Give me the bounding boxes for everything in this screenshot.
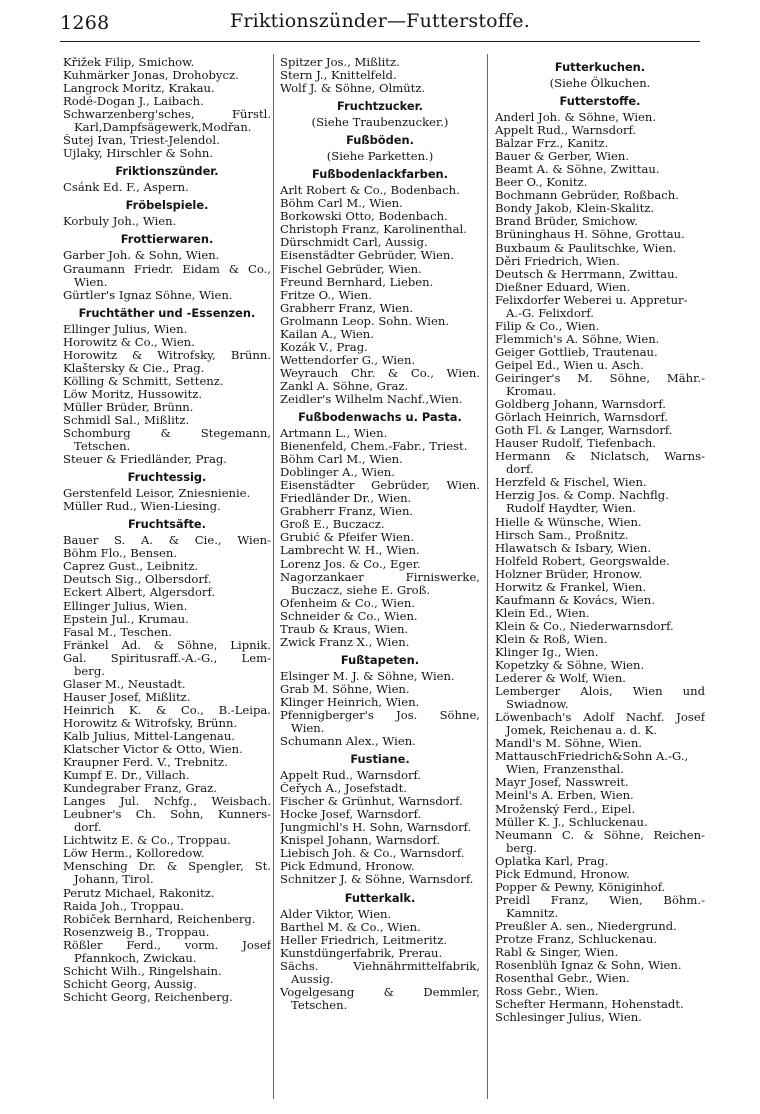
directory-entry: Rosenthal Gebr., Wien. bbox=[495, 972, 630, 986]
directory-entry: Hielle & Wünsche, Wien. bbox=[495, 515, 642, 529]
directory-entry: Schicht Georg, Aussig. bbox=[63, 977, 197, 991]
directory-entry: Kaufmann & Kovács, Wien. bbox=[495, 593, 655, 607]
directory-entry: Schefter Hermann, Hohenstadt. bbox=[495, 998, 684, 1012]
cross-reference: (Siehe Parketten.) bbox=[326, 149, 434, 164]
column-divider bbox=[487, 54, 488, 1099]
directory-entry: Beer O., Konitz. bbox=[495, 176, 588, 190]
directory-entry: Böhm Carl M., Wien. bbox=[280, 453, 403, 467]
column-middle bbox=[280, 56, 480, 1012]
category-heading: Fruchtsäfte. bbox=[127, 517, 206, 532]
directory-entry: Klinger Ig., Wien. bbox=[495, 645, 599, 659]
directory-entry: Raida Joh., Troppau. bbox=[63, 899, 184, 913]
directory-entry: Hauser Rudolf, Tiefenbach. bbox=[495, 437, 656, 451]
directory-entry: Traub & Kraus, Wien. bbox=[280, 622, 409, 636]
directory-entry: Rabl & Singer, Wien. bbox=[495, 946, 619, 960]
directory-entry: Arlt Robert & Co., Bodenbach. bbox=[280, 184, 460, 198]
directory-entry: Dießner Eduard, Wien. bbox=[495, 280, 631, 294]
directory-entry: Kuhmärker Jonas, Drohobycz. bbox=[63, 69, 239, 83]
directory-entry: Schomburg & Stegemann, bbox=[63, 427, 271, 441]
directory-entry: Lambrecht W. H., Wien. bbox=[280, 544, 420, 558]
directory-entry: Pfennigberger's Jos. Söhne, bbox=[280, 708, 480, 722]
directory-entry: Lederer & Wolf, Wien. bbox=[495, 672, 626, 686]
directory-entry: Herzig Jos. & Comp. Nachflg. bbox=[495, 489, 669, 503]
directory-entry: Brüninghaus H. Söhne, Grottau. bbox=[495, 228, 685, 242]
directory-entry: Robiček Bernhard, Reichenberg. bbox=[63, 912, 256, 926]
directory-entry: Mroženský Ferd., Eipel. bbox=[495, 802, 636, 816]
directory-entry: Ellinger Julius, Wien. bbox=[63, 599, 188, 613]
directory-entry: Holzner Brüder, Hronow. bbox=[495, 567, 643, 581]
directory-entry: Steuer & Friedländer, Prag. bbox=[63, 453, 227, 467]
directory-entry: Löwenbach's Adolf Nachf. Josef bbox=[495, 711, 705, 725]
category-heading: Fruchtäther und -Essenzen. bbox=[78, 305, 256, 320]
directory-entry: Fränkel Ad. & Söhne, Lipnik. bbox=[63, 638, 271, 652]
directory-entry: Appelt Rud., Warnsdorf. bbox=[280, 769, 422, 783]
directory-entry: Popper & Pewny, Königinhof. bbox=[495, 880, 666, 894]
directory-entry: Kraupner Ferd. V., Trebnitz. bbox=[63, 756, 228, 770]
directory-entry: Mensching Dr. & Spengler, St. bbox=[63, 860, 271, 874]
directory-entry: Graumann Friedr. Eidam & Co., bbox=[63, 262, 271, 276]
directory-entry: Horowitz & Witrofsky, Brünn. bbox=[63, 348, 271, 362]
directory-entry: Glaser M., Neustadt. bbox=[63, 677, 186, 691]
directory-entry: Epstein Jul., Krumau. bbox=[63, 612, 189, 626]
directory-entry: Jungmichl's H. Sohn, Warnsdorf. bbox=[280, 821, 472, 835]
directory-entry: Deutsch Sig., Olbersdorf. bbox=[63, 573, 212, 587]
directory-entry: Mandl's M. Söhne, Wien. bbox=[495, 737, 642, 751]
directory-entry-continuation: Rudolf Haydter, Wien. bbox=[506, 502, 636, 516]
directory-entry: Groß E., Buczacz. bbox=[280, 518, 385, 532]
category-heading: Friktionszünder. bbox=[115, 164, 219, 179]
directory-entry-continuation: dorf. bbox=[506, 463, 534, 477]
directory-entry: Müller Rud., Wien-Liesing. bbox=[63, 500, 221, 514]
directory-entry-continuation: A.-G. Felixdorf. bbox=[506, 306, 594, 320]
directory-entry: Borkowski Otto, Bodenbach. bbox=[280, 210, 448, 224]
directory-entry: Grab M. Söhne, Wien. bbox=[280, 682, 410, 696]
directory-entry: Klinger Heinrich, Wien. bbox=[280, 695, 420, 709]
directory-entry: Hauser Josef, Mißlitz. bbox=[63, 690, 191, 704]
directory-entry: Beamt A. & Söhne, Zwittau. bbox=[495, 163, 660, 177]
directory-entry: Klatscher Victor & Otto, Wien. bbox=[63, 743, 243, 757]
directory-entry-continuation: berg. bbox=[74, 664, 105, 678]
directory-entry: Meinl's A. Erben, Wien. bbox=[495, 789, 634, 803]
directory-entry: Schwarzenberg'sches, Fürstl. bbox=[63, 108, 271, 122]
directory-entry: Děri Friedrich, Wien. bbox=[495, 254, 620, 268]
directory-entry: Lemberger Alois, Wien und bbox=[495, 685, 705, 699]
directory-entry: Grabherr Franz, Wien. bbox=[280, 505, 414, 519]
cross-reference: (Siehe Traubenzucker.) bbox=[311, 115, 449, 130]
directory-entry: Schnitzer J. & Söhne, Warnsdorf. bbox=[280, 873, 474, 887]
directory-entry: Hirsch Sam., Proßnitz. bbox=[495, 528, 629, 542]
directory-entry-continuation: Swiadnow. bbox=[506, 698, 569, 712]
directory-entry: Klein & Roß, Wien. bbox=[495, 632, 608, 646]
directory-entry: Rosenblüh Ignaz & Sohn, Wien. bbox=[495, 959, 682, 973]
directory-entry: Grabherr Franz, Wien. bbox=[280, 301, 414, 315]
directory-entry-continuation: Wien. bbox=[74, 275, 108, 289]
directory-entry: Weyrauch Chr. & Co., Wien. bbox=[280, 366, 480, 380]
directory-entry-continuation: Buczacz, siehe E. Groß. bbox=[291, 583, 431, 597]
category-heading: Fußtapeten. bbox=[340, 652, 420, 667]
directory-entry: Geiger Gottlieb, Trautenau. bbox=[495, 345, 658, 359]
directory-entry: Csánk Ed. F., Aspern. bbox=[63, 181, 189, 195]
directory-entry: Gürtler's Ignaz Söhne, Wien. bbox=[63, 288, 233, 302]
directory-entry: Kundegraber Franz, Graz. bbox=[63, 782, 217, 796]
directory-entry: Heller Friedrich, Leitmeritz. bbox=[280, 933, 448, 947]
directory-entry: Spitzer Jos., Mißlitz. bbox=[280, 56, 400, 69]
directory-entry: Sächs. Viehnährmittelfabrik, bbox=[280, 959, 480, 973]
directory-entry: Stern J., Knittelfeld. bbox=[280, 69, 397, 83]
directory-entry: Klein Ed., Wien. bbox=[495, 606, 590, 620]
directory-entry-continuation: Wien, Franzensthal. bbox=[506, 763, 624, 777]
category-heading: Futterstoffe. bbox=[559, 94, 641, 109]
directory-entry: Wettendorfer G., Wien. bbox=[280, 353, 416, 367]
directory-entry: Flemmich's A. Söhne, Wien. bbox=[495, 332, 660, 346]
directory-entry: Knispel Johann, Warnsdorf. bbox=[280, 834, 441, 848]
directory-entry: Doblinger A., Wien. bbox=[280, 466, 395, 480]
directory-entry: Perutz Michael, Rakonitz. bbox=[63, 886, 215, 900]
directory-entry-continuation: berg. bbox=[506, 841, 537, 855]
directory-entry: Neumann C. & Söhne, Reichen- bbox=[495, 828, 705, 842]
category-heading: Fußböden. bbox=[346, 133, 414, 148]
header-rule bbox=[60, 41, 700, 42]
directory-entry: Šutej Ivan, Triest-Jelendol. bbox=[63, 134, 220, 148]
column-right bbox=[495, 56, 705, 1024]
directory-entry: Schicht Wilh., Ringelshain. bbox=[63, 964, 222, 978]
directory-entry: Mayr Josef, Nasswreit. bbox=[495, 776, 629, 790]
directory-entry: Bauer S. A. & Cie., Wien- bbox=[63, 534, 271, 548]
category-heading: Futterkuchen. bbox=[554, 60, 646, 74]
directory-entry: Leubner's Ch. Sohn, Kunners- bbox=[63, 808, 271, 822]
directory-entry: Bienenfeld, Chem.-Fabr., Triest. bbox=[280, 440, 468, 454]
directory-entry: Horwitz & Frankel, Wien. bbox=[495, 580, 647, 594]
directory-entry: Felixdorfer Weberei u. Appretur- bbox=[495, 293, 688, 307]
directory-entry: Schlesinger Julius, Wien. bbox=[495, 1011, 642, 1025]
directory-entry: Müller K. J., Schluckenau. bbox=[495, 815, 648, 829]
directory-entry: Freund Bernhard, Lieben. bbox=[280, 275, 434, 289]
directory-entry: Fischer & Grünhut, Warnsdorf. bbox=[280, 795, 463, 809]
directory-entry: Garber Joh. & Sohn, Wien. bbox=[63, 249, 220, 263]
directory-entry: Heinrich K. & Co., B.-Leipa. bbox=[63, 703, 271, 717]
directory-entry: Balzar Frz., Kanitz. bbox=[495, 137, 609, 151]
directory-entry: Goldberg Johann, Warnsdorf. bbox=[495, 398, 666, 412]
directory-entry: Buxbaum & Paulitschke, Wien. bbox=[495, 241, 677, 255]
column-left bbox=[63, 56, 271, 1004]
directory-entry: Horowitz & Co., Wien. bbox=[63, 335, 195, 349]
directory-entry: Gerstenfeld Leisor, Zniesnienie. bbox=[63, 487, 251, 501]
directory-entry: Christoph Franz, Karolinenthal. bbox=[280, 223, 467, 237]
directory-entry: Zwick Franz X., Wien. bbox=[280, 635, 410, 649]
directory-entry: Grolmann Leop. Sohn. Wien. bbox=[280, 314, 450, 328]
directory-entry: Lorenz Jos. & Co., Eger. bbox=[280, 557, 421, 571]
cross-reference: (Siehe Ölkuchen. bbox=[549, 76, 651, 90]
category-heading: Frottierwaren. bbox=[120, 232, 214, 247]
directory-entry: Artmann L., Wien. bbox=[280, 427, 388, 441]
directory-entry: Kölling & Schmitt, Settenz. bbox=[63, 374, 224, 388]
directory-entry: Protze Franz, Schluckenau. bbox=[495, 933, 658, 946]
category-heading: Futterkalk. bbox=[344, 890, 416, 905]
directory-entry-continuation: Tetschen. bbox=[74, 440, 131, 454]
directory-entry: Bondy Jakob, Klein-Skalitz. bbox=[495, 202, 655, 216]
directory-entry: Böhm Flo., Bensen. bbox=[63, 547, 178, 561]
directory-entry: Elsinger M. J. & Söhne, Wien. bbox=[280, 669, 455, 683]
directory-entry: Filip & Co., Wien. bbox=[495, 319, 600, 333]
directory-entry: Langrock Moritz, Krakau. bbox=[63, 82, 215, 96]
directory-entry-continuation: Karl,Dampfsägewerk,Modřan. bbox=[74, 121, 252, 135]
directory-entry: Friedländer Dr., Wien. bbox=[280, 492, 412, 506]
directory-entry: Rodé-Dogan J., Laibach. bbox=[63, 95, 204, 109]
directory-entry: Schmidl Sal., Mißlitz. bbox=[63, 413, 190, 427]
directory-entry: Langes Jul. Nchfg., Weisbach. bbox=[63, 795, 271, 809]
directory-entry: Rößler Ferd., vorm. Josef bbox=[63, 938, 271, 952]
directory-entry: Deutsch & Herrmann, Zwittau. bbox=[495, 267, 679, 281]
directory-entry: Korbuly Joh., Wien. bbox=[63, 215, 177, 229]
directory-entry: Čeřych A., Josefstadt. bbox=[280, 782, 407, 796]
directory-entry: Eisenstädter Gebrüder, Wien. bbox=[280, 479, 480, 493]
directory-entry: Geipel Ed., Wien u. Asch. bbox=[495, 358, 644, 372]
directory-entry: Böhm Carl M., Wien. bbox=[280, 197, 403, 211]
directory-entry: Liebisch Joh. & Co., Warnsdorf. bbox=[280, 847, 465, 861]
directory-entry: Brand Brüder, Smichow. bbox=[495, 215, 638, 229]
directory-entry-continuation: Pfannkoch, Zwickau. bbox=[74, 951, 197, 965]
directory-entry: Preußler A. sen., Niedergrund. bbox=[495, 919, 677, 933]
category-heading: Fruchtzucker. bbox=[337, 99, 423, 114]
directory-entry: Hermann & Niclatsch, Warns- bbox=[495, 450, 705, 464]
directory-entry: Kopetzky & Söhne, Wien. bbox=[495, 659, 645, 673]
directory-entry: Görlach Heinrich, Warnsdorf. bbox=[495, 411, 669, 425]
directory-entry: Kumpf E. Dr., Villach. bbox=[63, 769, 190, 783]
directory-entry-continuation: dorf. bbox=[74, 821, 102, 835]
directory-entry: Eckert Albert, Algersdorf. bbox=[63, 586, 216, 600]
directory-entry: Rosenzweig B., Troppau. bbox=[63, 925, 210, 939]
directory-entry-continuation: Tetschen. bbox=[291, 998, 348, 1012]
directory-entry: Nagorzankaer Firniswerke, bbox=[280, 570, 480, 584]
directory-entry: Schumann Alex., Wien. bbox=[280, 735, 416, 749]
directory-entry: Vogelgesang & Demmler, bbox=[280, 985, 480, 999]
directory-entry: Müller Brüder, Brünn. bbox=[63, 400, 194, 414]
directory-entry: Oplatka Karl, Prag. bbox=[495, 854, 609, 868]
directory-entry: Caprez Gust., Leibnitz. bbox=[63, 560, 199, 574]
directory-entry: Grubić & Pfeifer Wien. bbox=[280, 531, 415, 545]
directory-entry: Fasal M., Teschen. bbox=[63, 625, 172, 639]
directory-entry: Klaštersky & Cie., Prag. bbox=[63, 361, 205, 375]
directory-entry: Anderl Joh. & Söhne, Wien. bbox=[495, 111, 657, 125]
directory-entry: Lichtwitz E. & Co., Troppau. bbox=[63, 834, 231, 848]
category-heading: Fröbelspiele. bbox=[125, 198, 209, 213]
directory-entry: Ofenheim & Co., Wien. bbox=[280, 596, 415, 610]
page-number: 1268 bbox=[60, 12, 110, 34]
category-heading: Fustiane. bbox=[350, 752, 410, 767]
directory-entry: Geiringer's M. Söhne, Mähr.- bbox=[495, 371, 705, 385]
directory-entry-continuation: Kromau. bbox=[506, 385, 557, 399]
directory-entry: Hlawatsch & Isbary, Wien. bbox=[495, 541, 652, 555]
directory-entry: Wolf J. & Söhne, Olmütz. bbox=[280, 82, 426, 96]
directory-entry: Pick Edmund, Hronow. bbox=[280, 860, 415, 874]
directory-entry: Dürschmidt Carl, Aussig. bbox=[280, 236, 428, 250]
directory-entry: Hocke Josef, Warnsdorf. bbox=[280, 808, 422, 822]
directory-entry: Zeidler's Wilhelm Nachf.,Wien. bbox=[280, 392, 463, 406]
directory-entry: Preidl Franz, Wien, Böhm.- bbox=[495, 893, 705, 907]
directory-entry: Alder Viktor, Wien. bbox=[280, 907, 392, 921]
directory-entry: MattauschFriedrich&Sohn A.-G., bbox=[495, 750, 689, 764]
running-title: Friktionszünder—Futterstoffe. bbox=[230, 10, 530, 32]
directory-entry: Kalb Julius, Mittel-Langenau. bbox=[63, 729, 235, 743]
directory-entry-continuation: Kamnitz. bbox=[506, 906, 559, 920]
directory-entry: Eisenstädter Gebrüder, Wien. bbox=[280, 249, 455, 263]
column-divider bbox=[273, 54, 274, 1099]
directory-entry: Kozák V., Prag. bbox=[280, 340, 368, 354]
directory-entry: Klein & Co., Niederwarnsdorf. bbox=[495, 619, 674, 633]
directory-entry: Fritze O., Wien. bbox=[280, 288, 372, 302]
directory-entry: Schicht Georg, Reichenberg. bbox=[63, 990, 233, 1004]
directory-entry: Goth Fl. & Langer, Warnsdorf. bbox=[495, 424, 673, 438]
directory-entry: Ellinger Julius, Wien. bbox=[63, 322, 188, 336]
directory-entry: Bauer & Gerber, Wien. bbox=[495, 150, 630, 164]
directory-entry: Ujlaky, Hirschler & Sohn. bbox=[63, 147, 214, 161]
category-heading: Fußbodenlackfarben. bbox=[312, 167, 448, 182]
directory-entry: Appelt Rud., Warnsdorf. bbox=[495, 124, 637, 138]
category-heading: Fußbodenwachs u. Pasta. bbox=[298, 410, 462, 425]
directory-entry: Ross Gebr., Wien. bbox=[495, 985, 599, 999]
directory-entry: Horowitz & Witrofsky, Brünn. bbox=[63, 716, 238, 730]
directory-entry: Schneider & Co., Wien. bbox=[280, 609, 418, 623]
directory-entry: Fischel Gebrüder, Wien. bbox=[280, 262, 422, 276]
directory-entry-continuation: Aussig. bbox=[291, 972, 334, 986]
category-heading: Fruchtessig. bbox=[127, 470, 207, 485]
directory-entry: Löw Moritz, Hussowitz. bbox=[63, 387, 203, 401]
directory-entry: Bochmann Gebrüder, Roßbach. bbox=[495, 189, 679, 203]
directory-entry: Pick Edmund, Hronow. bbox=[495, 867, 630, 881]
directory-entry: Zankl A. Söhne, Graz. bbox=[280, 379, 409, 393]
directory-entry-continuation: Jomek, Reichenau a. d. K. bbox=[506, 724, 657, 738]
directory-entry: Kailan A., Wien. bbox=[280, 327, 374, 341]
directory-entry: Barthel M. & Co., Wien. bbox=[280, 920, 421, 934]
directory-entry: Gal. Spiritusraff.-A.-G., Lem- bbox=[63, 651, 271, 665]
directory-entry: Holfeld Robert, Georgswalde. bbox=[495, 554, 670, 568]
directory-entry: Herzfeld & Fischel, Wien. bbox=[495, 476, 647, 490]
directory-entry: Kunstdüngerfabrik, Prerau. bbox=[280, 946, 443, 960]
directory-entry-continuation: Wien. bbox=[291, 722, 325, 736]
directory-entry-continuation: Johann, Tirol. bbox=[74, 873, 154, 887]
directory-entry: Křižek Filip, Smichow. bbox=[63, 56, 195, 69]
directory-entry: Löw Herm., Kolloredow. bbox=[63, 847, 205, 861]
